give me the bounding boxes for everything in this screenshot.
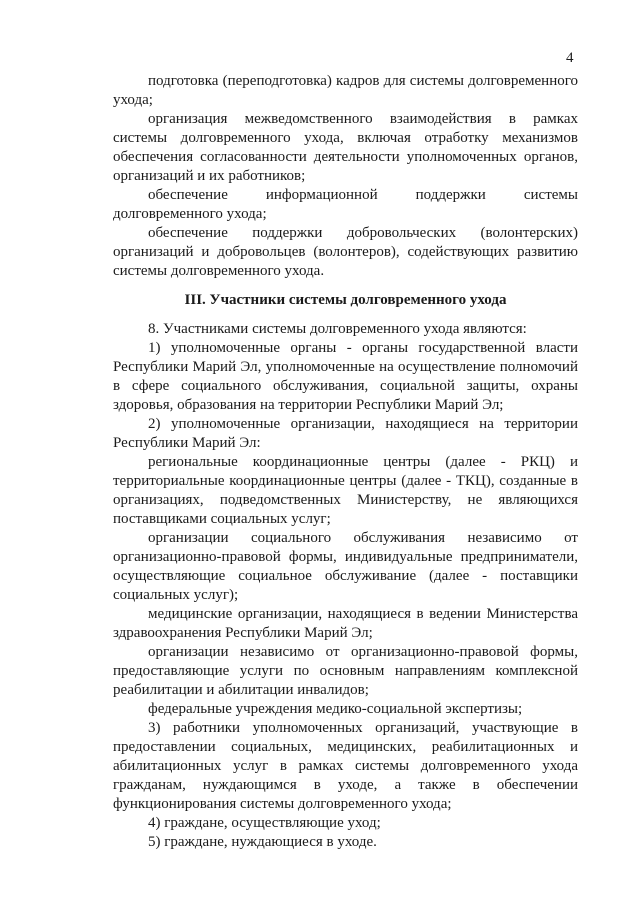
paragraph: обеспечение поддержки добровольческих (волонтерских) организаций и добровольцев (волонтеров), содействующих развитию системы долговременного ухода. [113,225,578,279]
spacer [113,281,578,291]
page-number: 4 [566,50,574,66]
paragraph: организации социального обслуживания независимо от организационно-правовой формы, индивидуальные предприниматели, осуществляющие социальное обслуживание (далее - поставщики социальных услуг); [113,530,578,603]
paragraph: 4) граждане, осуществляющие уход; [148,815,381,831]
paragraph: медицинские организации, находящиеся в ведении Министерства здравоохранения Республики Марий Эл; [113,606,578,641]
paragraph: организации независимо от организационно-правовой формы, предоставляющие услуги по основным направлениям комплексной реабилитации и абилитации инвалидов; [113,644,578,698]
document-body [113,72,578,852]
spacer [113,310,578,320]
paragraph: 1) уполномоченные органы - органы государственной власти Республики Марий Эл, уполномоченные на осуществление полномочий в сфере социального обслуживания, социальной защиты, охраны здоровья, образования на территории Республики Марий Эл; [113,340,578,413]
paragraph: организация межведомственного взаимодействия в рамках системы долговременного ухода, включая отработку механизмов обеспечения согласованности деятельности уполномоченных органов, организаций и их работников; [113,111,578,184]
paragraph: 2) уполномоченные организации, находящиеся на территории Республики Марий Эл: [113,416,578,451]
paragraph: подготовка (переподготовка) кадров для системы долговременного ухода; [113,73,578,108]
section-heading: III. Участники системы долговременного ухода [184,292,507,308]
paragraph: 5) граждане, нуждающиеся в уходе. [148,834,377,850]
paragraph: региональные координационные центры (далее - РКЦ) и территориальные координационные центры (далее - ТКЦ), созданные в организациях, подведомственных Министерству, не являющихся поставщиками социальных услуг; [113,454,578,527]
paragraph: обеспечение информационной поддержки системы долговременного ухода; [113,187,578,222]
paragraph: 8. Участниками системы долговременного ухода являются: [148,321,527,337]
paragraph: федеральные учреждения медико-социальной экспертизы; [148,701,523,717]
paragraph: 3) работники уполномоченных организаций, участвующие в предоставлении социальных, медицинских, реабилитационных и абилитационных услуг в рамках системы долговременного ухода гражданам, нуждающимся в уходе, а также в обеспечении функционирования системы долговременного ухода; [113,720,578,812]
